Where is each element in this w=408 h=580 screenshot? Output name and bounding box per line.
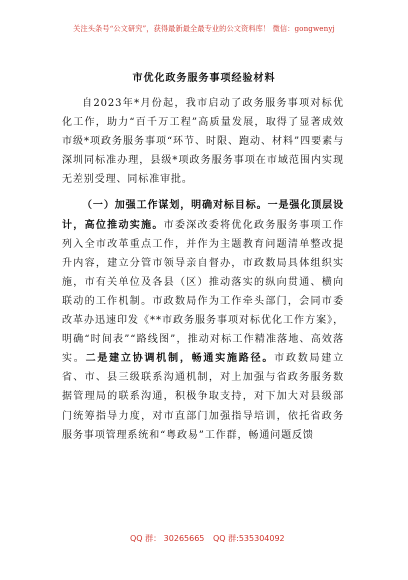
subpoint-text-1: 市委深改委将优化政务服务事项工作列入全市改革重点工作，并作为主题教育问题清单整改提升内容，建立分管市领导亲自督办，市政数局具体组织实施，市有关单位及各县（区）推动落实的纵向贯通、横向联动的工作机制。市政数局作为工作牵头部门，会同市委改革办迅速印发《**市政务服务事项对标优化工作方案》，明确“时间表”“路线图”，推动对标工作精准落地、高效落实。 xyxy=(62,219,344,365)
paragraph-intro: 自2023年*月份起，我市启动了政务服务事项对标优化工作，助力“百千万工程”高质量发展，取得了显著成效市级*项政务服务事项“环节、时限、跑动、材料”四要素与深圳同标准办理，县级*项政务服务事项在市域范围内实现无差别受理、同标准审批。 xyxy=(62,98,344,186)
footer-qq-group-1: QQ 群： 30265665 xyxy=(130,534,205,543)
footer-qq-group-2: QQ 群:535304092 xyxy=(213,534,285,543)
subpoint-text-2: 市政数局建立省、市、县三级联系沟通机制，对上加强与省政务服务数据管理局的联系沟通，积极争取支持，对下加大对县级部门统筹指导力度，对市直部门加强指导培训，依托省政务服务事项管理系统和“粤政易”工作群，畅通问题反馈 xyxy=(62,353,344,441)
document-body xyxy=(62,94,344,445)
promo-banner: 关注头条号“公文研究”，获得最新最全最专业的公文资料库！ 微信：gongwenyj xyxy=(73,24,335,33)
section-heading: （一）加强工作谋划，明确对标目标。 xyxy=(82,200,268,212)
subpoint-heading-1: 一是强化顶层设计，高位推动实施。 xyxy=(62,200,344,231)
subpoint-heading-2: 二是建立协调机制，畅通实施路径。 xyxy=(85,353,275,365)
document-title: 市优化政务服务事项经验材料 xyxy=(132,73,276,84)
paragraph-section-1 xyxy=(62,196,344,444)
